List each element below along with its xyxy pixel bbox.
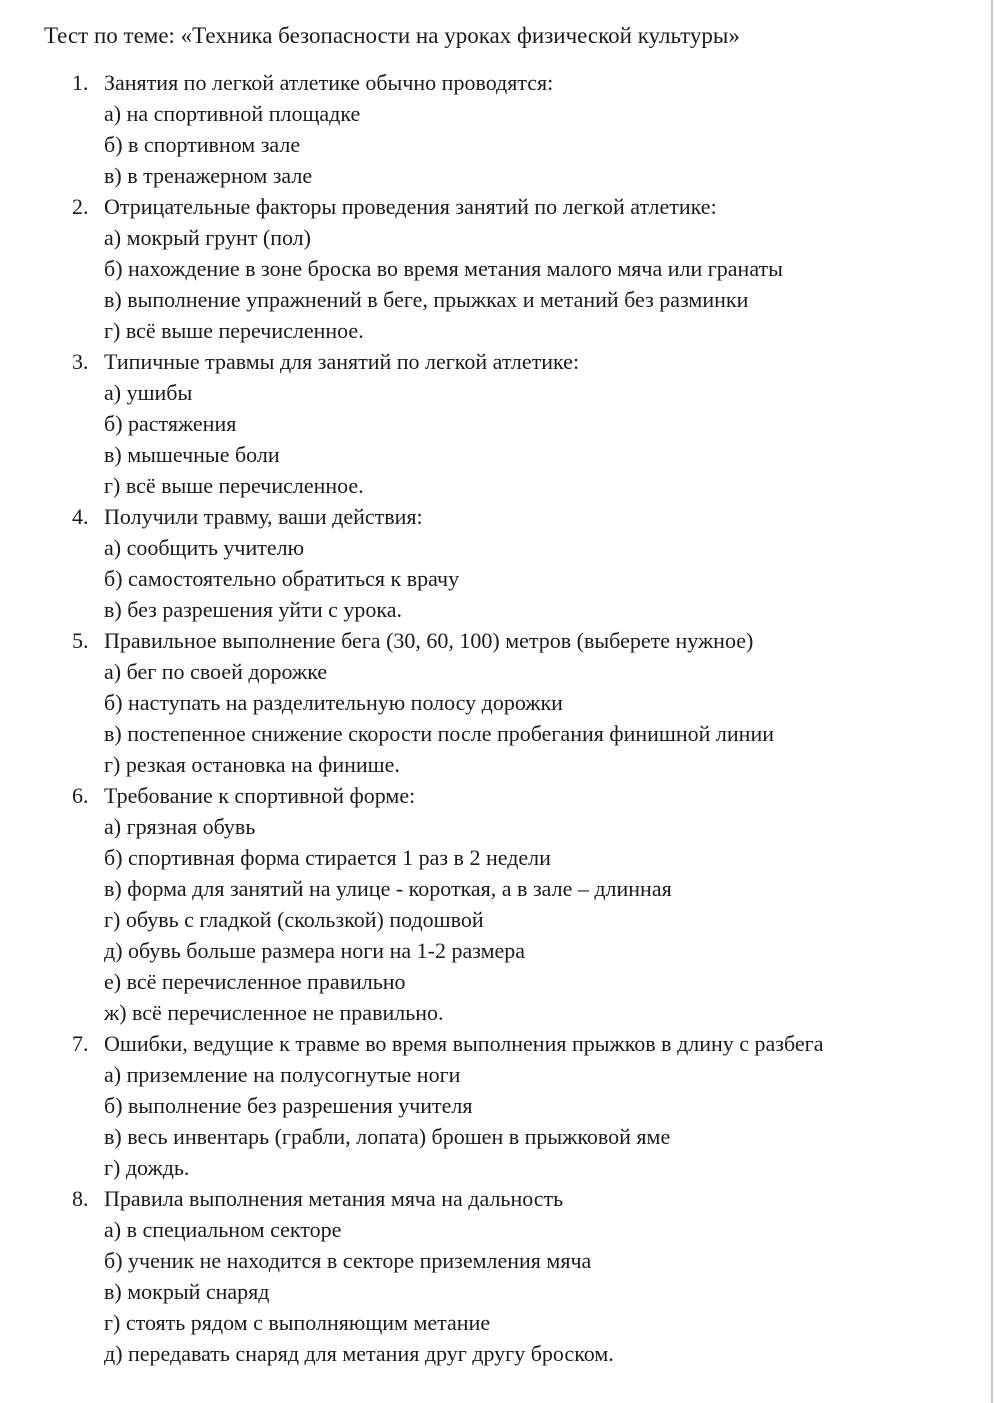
question-item — [0, 501, 990, 625]
question-item — [0, 1028, 990, 1183]
question-text: Требование к спортивной форме: — [104, 783, 416, 808]
question-item — [0, 191, 990, 346]
question-text: Занятия по легкой атлетике обычно проводятся: — [104, 70, 554, 95]
question-line — [0, 780, 990, 811]
answer-option: г) обувь с гладкой (скользкой) подошвой — [104, 907, 484, 932]
question-line — [0, 625, 990, 656]
answer-option: б) спортивная форма стирается 1 раз в 2 недели — [104, 845, 551, 870]
answer-option: в) мышечные боли — [104, 442, 280, 467]
question-text: Правила выполнения метания мяча на дальность — [104, 1186, 564, 1211]
question-line — [0, 1028, 990, 1059]
question-line — [0, 501, 990, 532]
answer-options — [0, 377, 990, 501]
answer-option: г) всё выше перечисленное. — [104, 473, 364, 498]
answer-option: а) бег по своей дорожке — [104, 659, 328, 684]
answer-option: в) форма для занятий на улице - короткая, а в зале – длинная — [104, 876, 672, 901]
answer-option: г) дождь. — [104, 1155, 190, 1180]
answer-option: е) всё перечисленное правильно — [104, 969, 406, 994]
question-item — [0, 1183, 990, 1369]
answer-options — [0, 811, 990, 1028]
question-text: Ошибки, ведущие к травме во время выполнения прыжков в длину с разбега — [104, 1031, 824, 1056]
answer-option: ж) всё перечисленное не правильно. — [104, 1000, 444, 1025]
answer-options — [0, 656, 990, 780]
question-number: 8. — [72, 1186, 89, 1211]
answer-option: а) на спортивной площадке — [104, 101, 361, 126]
answer-option: в) постепенное снижение скорости после пробегания финишной линии — [104, 721, 774, 746]
question-number: 2. — [72, 194, 89, 219]
answer-option: в) весь инвентарь (грабли, лопата) брошен в прыжковой яме — [104, 1124, 671, 1149]
question-number: 7. — [72, 1031, 89, 1056]
question-item — [0, 625, 990, 780]
question-number: 4. — [72, 504, 89, 529]
answer-option: б) растяжения — [104, 411, 237, 436]
question-line — [0, 191, 990, 222]
question-text: Отрицательные факторы проведения занятий по легкой атлетике: — [104, 194, 717, 219]
question-text: Получили травму, ваши действия: — [104, 504, 423, 529]
answer-option: б) нахождение в зоне броска во время метания малого мяча или гранаты — [104, 256, 783, 281]
answer-option: д) передавать снаряд для метания друг другу броском. — [104, 1341, 614, 1366]
answer-options — [0, 532, 990, 625]
answer-option: г) резкая остановка на финише. — [104, 752, 400, 777]
question-number: 5. — [72, 628, 89, 653]
question-line — [0, 1183, 990, 1214]
answer-options — [0, 1059, 990, 1183]
answer-option: д) обувь больше размера ноги на 1-2 размера — [104, 938, 526, 963]
answer-option: в) в тренажерном зале — [104, 163, 313, 188]
question-number: 6. — [72, 783, 89, 808]
question-text: Правильное выполнение бега (30, 60, 100) метров (выберете нужное) — [104, 628, 754, 653]
page-edge-divider — [991, 0, 993, 1403]
answer-option: г) стоять рядом с выполняющим метание — [104, 1310, 491, 1335]
answer-option: а) грязная обувь — [104, 814, 256, 839]
question-item — [0, 67, 990, 191]
test-title: Тест по теме: «Техника безопасности на уроках физической культуры» — [44, 23, 740, 48]
answer-option: а) в специальном секторе — [104, 1217, 342, 1242]
question-line — [0, 67, 990, 98]
answer-option: б) выполнение без разрешения учителя — [104, 1093, 473, 1118]
question-list — [0, 67, 990, 1369]
answer-option: а) мокрый грунт (пол) — [104, 225, 311, 250]
answer-option: в) мокрый снаряд — [104, 1279, 270, 1304]
answer-option: б) в спортивном зале — [104, 132, 301, 157]
question-item — [0, 780, 990, 1028]
answer-option: б) самостоятельно обратиться к врачу — [104, 566, 460, 591]
question-text: Типичные травмы для занятий по легкой атлетике: — [104, 349, 580, 374]
answer-options — [0, 1214, 990, 1369]
question-line — [0, 346, 990, 377]
answer-option: в) выполнение упражнений в беге, прыжках и метаний без разминки — [104, 287, 749, 312]
question-item — [0, 346, 990, 501]
answer-options — [0, 98, 990, 191]
question-number: 3. — [72, 349, 89, 374]
answer-option: г) всё выше перечисленное. — [104, 318, 364, 343]
answer-option: б) наступать на разделительную полосу дорожки — [104, 690, 563, 715]
answer-option: б) ученик не находится в секторе приземления мяча — [104, 1248, 592, 1273]
answer-option: а) ушибы — [104, 380, 193, 405]
answer-option: а) приземление на полусогнутые ноги — [104, 1062, 461, 1087]
answer-option: а) сообщить учителю — [104, 535, 305, 560]
answer-options — [0, 222, 990, 346]
question-number: 1. — [72, 70, 89, 95]
answer-option: в) без разрешения уйти с урока. — [104, 597, 402, 622]
